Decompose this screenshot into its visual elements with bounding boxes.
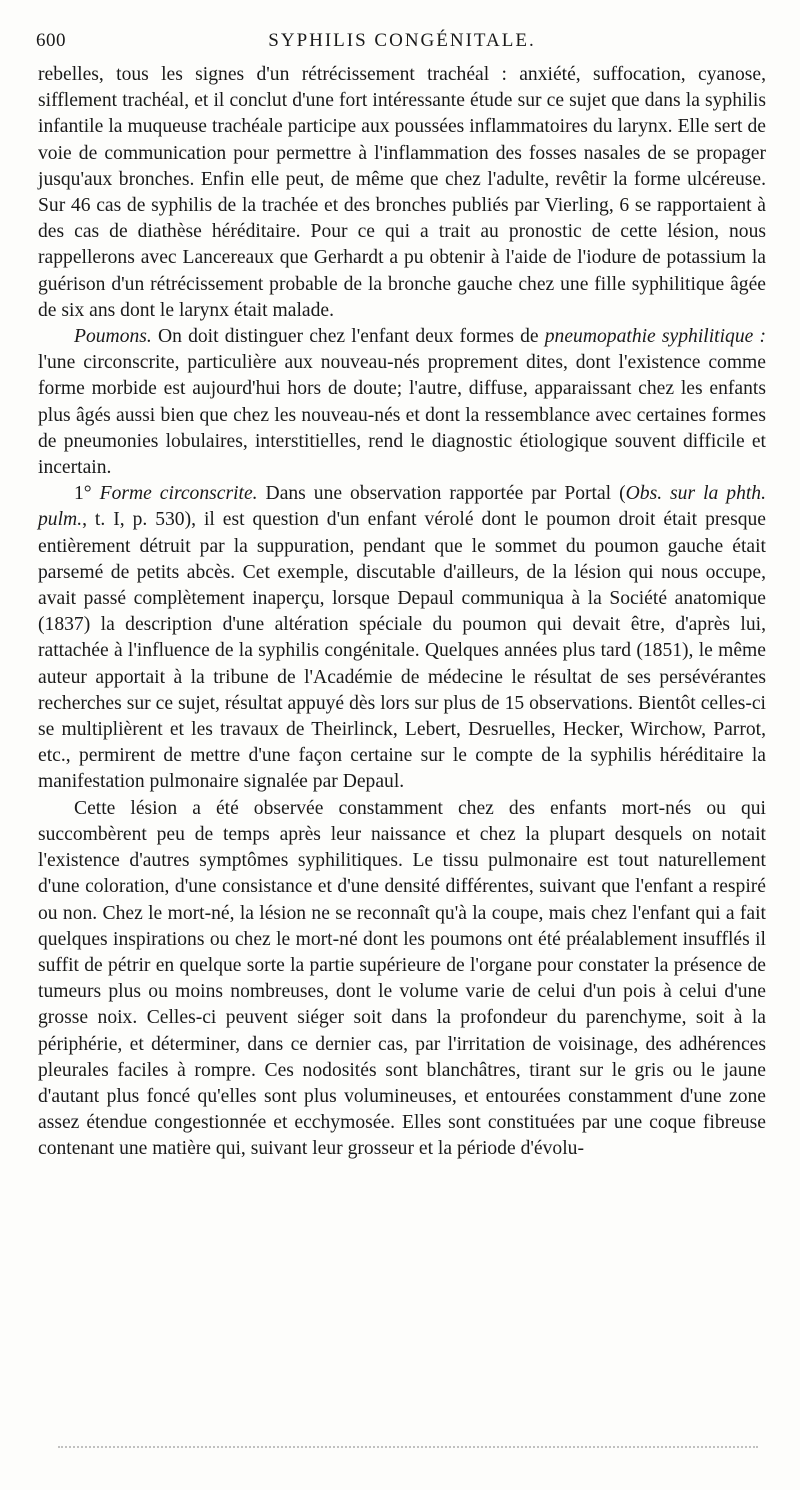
paragraph-text: On doit distinguer chez l'enfant deux formes de	[151, 326, 545, 348]
paragraph-poumons	[38, 324, 766, 481]
paragraph-trachea: rebelles, tous les signes d'un rétrécissement trachéal : anxiété, suffocation, cyanose, sifflement trachéal, et il conclut d'une fort intéressante étude sur ce sujet que dans la syphilis infantile la muqueuse trachéale participe aux poussées inflammatoires du larynx. Elle sert de voie de communication pour permettre à l'inflammation des fosses nasales de se propager jusqu'aux bronches. Enfin elle peut, de même que chez l'adulte, revêtir la forme ulcéreuse. Sur 46 cas de syphilis de la trachée et des bronches publiés par Vierling, 6 se rapportaient à des cas de diathèse héréditaire. Pour ce qui a trait au pronostic de cette lésion, nous rappellerons avec Lancereaux que Gerhardt a pu obtenir à l'aide de l'iodure de potassium la guérison d'un rétrécissement probable de la bronche gauche chez une fille syphilitique âgée de six ans dont le larynx était malade.	[38, 64, 766, 321]
running-title: SYPHILIS CONGÉNITALE.	[268, 30, 536, 51]
body-text	[38, 62, 766, 1163]
section-heading-forme-circonscrite: Forme circonscrite.	[99, 483, 258, 505]
citation-title: Obs. sur la phth. pulm.	[38, 483, 767, 531]
italic-term: pneumopathie syphilitique :	[544, 326, 766, 348]
paragraph-text: l'une circonscrite, particulière aux nouveau-nés proprement dites, dont l'existence comme forme morbide est aujourd'hui hors de doute; l'autre, diffuse, apparaissant chez les enfants plus âgés aussi bien que chez les nouveau-nés et dont la ressemblance avec certaines formes de pneumonies lobulaires, interstitielles, rend le diagnostic étiologique souvent difficile et incertain.	[38, 352, 766, 479]
paragraph-text: Dans une observation rapportée par Portal (	[257, 483, 626, 505]
section-number: 1°	[74, 483, 100, 505]
paragraph-forme-circonscrite	[38, 481, 766, 795]
section-heading-poumons: Poumons.	[74, 326, 152, 348]
page-header	[36, 30, 768, 56]
paragraph-lesion-description: Cette lésion a été observée constamment chez des enfants mort-nés ou qui succombèrent peu de temps après leur naissance et chez la plupart desquels on notait l'existence d'autres symptômes syphilitiques. Le tissu pulmonaire est tout naturellement d'une coloration, d'une consistance et d'une densité différentes, suivant que l'enfant a respiré ou non. Chez le mort-né, la lésion ne se reconnaît qu'à la coupe, mais chez l'enfant qui a fait quelques inspirations ou chez le mort-né dont les poumons ont été préalablement insufflés il suffit de pétrir en quelque sorte la partie supérieure de l'organe pour constater la présence de tumeurs plus ou moins nombreuses, dont le volume varie de celui d'un pois à celui d'une grosse noix. Celles-ci peuvent siéger soit dans la profondeur du parenchyme, soit à la périphérie, et déterminer, dans ce dernier cas, par l'irritation de voisinage, des adhérences pleurales faciles à rompre. Ces nodosités sont blanchâtres, tirant sur le gris ou le jaune d'autant plus foncé qu'elles sont plus volumineuses, et entourées constamment d'une zone assez étendue congestionnée et ecchymosée. Elles sont constituées par une coque fibreuse contenant une matière qui, suivant leur grosseur et la période d'évolu-	[38, 797, 766, 1160]
paragraph-text: , t. I, p. 530), il est question d'un enfant vérolé dont le poumon droit était presque entièrement détruit par la suppuration, pendant que le sommet du poumon gauche était parsemé de petits abcès. Cet exemple, discutable d'ailleurs, de la lésion qui nous occupe, avait passé complètement inaperçu, lorsque Depaul communiqua à la Société anatomique (1837) la description d'une altération spéciale du poumon qui devait être, d'après lui, rattachée à l'influence de la syphilis congénitale. Quelques années plus tard (1851), le même auteur apportait à la tribune de l'Académie de médecine le résultat de ses persévérantes recherches sur ce sujet, résultat appuyé dès lors sur plus de 15 observations. Bientôt celles-ci se multiplièrent et les travaux de Theirlinck, Lebert, Desruelles, Hecker, Wirchow, Parrot, etc., permirent de mettre d'une façon certaine sur le compte de la syphilis héréditaire la manifestation pulmonaire signalée par Depaul.	[38, 509, 766, 793]
page-number: 600	[36, 30, 66, 51]
footer-dotted-rule	[58, 1446, 758, 1454]
